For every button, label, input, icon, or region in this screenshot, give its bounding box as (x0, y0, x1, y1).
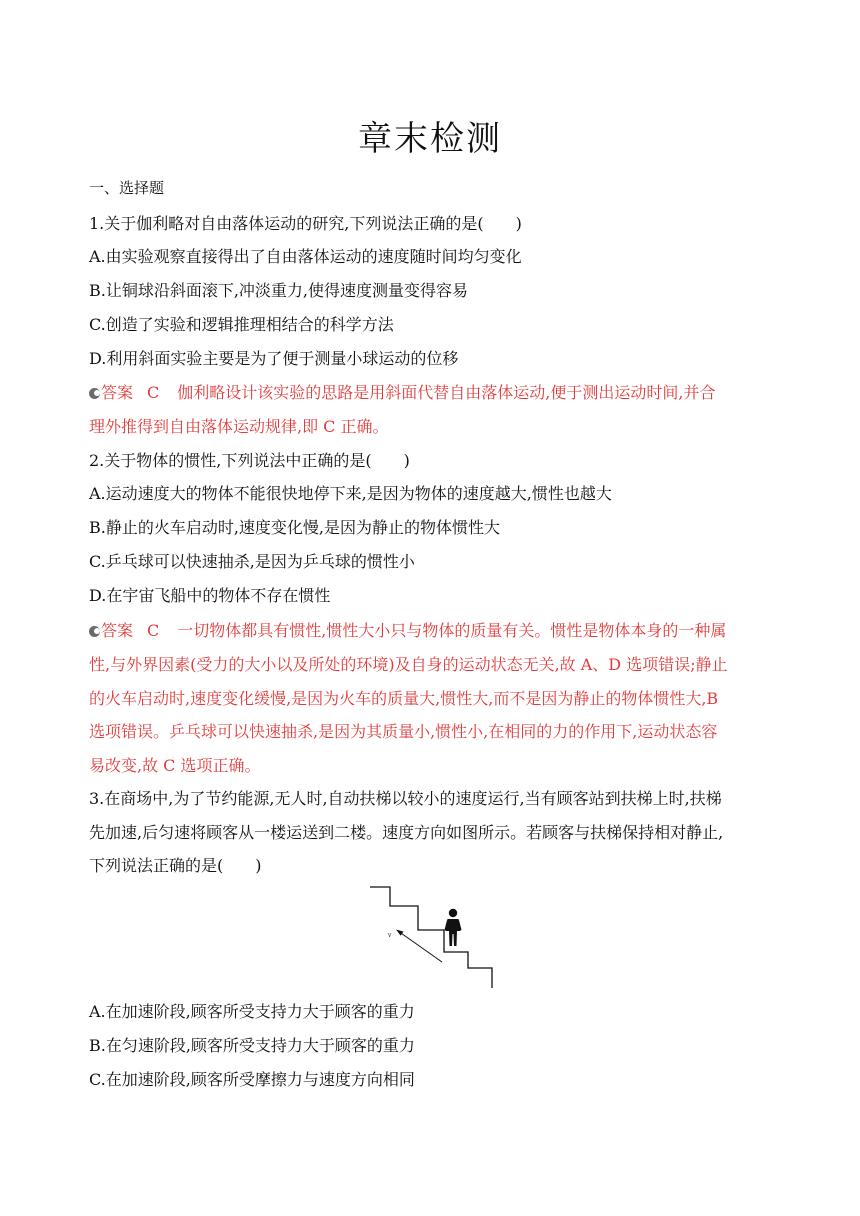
answer-label: 答案 (101, 621, 134, 640)
velocity-arrow (398, 931, 442, 962)
question-1-stem: 1.关于伽利略对自由落体运动的研究,下列说法正确的是( ) (89, 214, 522, 233)
answer-explanation: 伽利略设计该实验的思路是用斜面代替自由落体运动,便于测出运动时间,并合 (177, 383, 716, 402)
question-2-option-a: A.运动速度大的物体不能很快地停下来,是因为物体的速度越大,惯性也越大 (89, 484, 612, 503)
velocity-label: v (388, 932, 392, 939)
answer-marker-icon (89, 388, 100, 399)
question-3-stem: 3.在商场中,为了节约能源,无人时,自动扶梯以较小的速度运行,当有顾客站到扶梯上时,扶梯 (89, 789, 722, 808)
question-3-stem-line-2: 先加速,后匀速将顾客从一楼运送到二楼。速度方向如图所示。若顾客与扶梯保持相对静止, (89, 823, 724, 842)
question-1-option-b: B.让铜球沿斜面滚下,冲淡重力,使得速度测量变得容易 (89, 281, 469, 300)
answer-letter: C (147, 621, 160, 640)
question-1-option-a: A.由实验观察直接得出了自由落体运动的速度随时间均匀变化 (89, 247, 522, 266)
page-title: 章末检测 (358, 119, 502, 159)
question-2-stem: 2.关于物体的惯性,下列说法中正确的是( ) (89, 451, 410, 470)
question-2-option-d: D.在宇宙飞船中的物体不存在惯性 (89, 586, 331, 605)
question-2-option-c: C.乒乓球可以快速抽杀,是因为乒乓球的惯性小 (89, 552, 415, 571)
question-2-answer-line-3: 的火车启动时,速度变化缓慢,是因为火车的质量大,惯性大,而不是因为静止的物体惯性大,B (89, 689, 719, 708)
question-1-option-d: D.利用斜面实验主要是为了便于测量小球运动的位移 (89, 349, 459, 368)
escalator-figure (368, 884, 498, 990)
question-2-answer-line-5: 易改变,故 C 选项正确。 (89, 756, 261, 775)
answer-letter: C (147, 383, 160, 402)
question-1-option-c: C.创造了实验和逻辑推理相结合的科学方法 (89, 315, 394, 334)
question-2-option-b: B.静止的火车启动时,速度变化慢,是因为静止的物体惯性大 (89, 518, 501, 537)
answer-explanation: 一切物体都具有惯性,惯性大小只与物体的质量有关。惯性是物体本身的一种属 (177, 621, 727, 640)
question-3-stem-line-3: 下列说法正确的是( ) (89, 856, 262, 875)
answer-label: 答案 (101, 383, 134, 402)
question-1-answer-continued: 理外推得到自由落体运动规律,即 C 正确。 (89, 417, 389, 436)
question-2-answer-line-2: 性,与外界因素(受力的大小以及所处的环境)及自身的运动状态无关,故 A、D 选项错误;静止 (89, 655, 728, 674)
section-heading: 一、选择题 (89, 179, 165, 197)
person-icon (445, 909, 462, 946)
question-2-answer-line-4: 选项错误。乒乓球可以快速抽杀,是因为其质量小,惯性小,在相同的力的作用下,运动状态容 (89, 722, 718, 741)
question-1-answer (89, 381, 779, 405)
answer-marker-icon (89, 626, 100, 637)
question-2-answer (89, 619, 779, 643)
question-3-option-c: C.在加速阶段,顾客所受摩擦力与速度方向相同 (89, 1070, 415, 1089)
question-3-option-a: A.在加速阶段,顾客所受支持力大于顾客的重力 (89, 1002, 415, 1021)
question-3-option-b: B.在匀速阶段,顾客所受支持力大于顾客的重力 (89, 1036, 415, 1055)
